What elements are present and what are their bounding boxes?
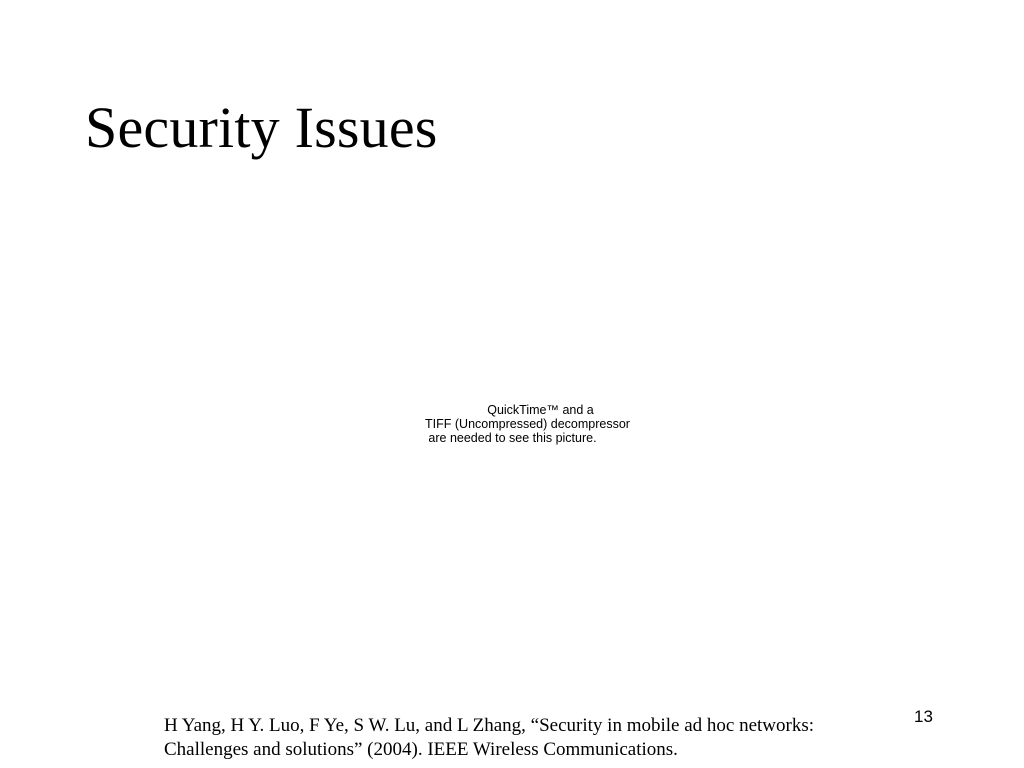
- slide-number: 13: [914, 707, 933, 726]
- slide-title: Security Issues: [85, 95, 438, 160]
- placeholder-text-line: are needed to see this picture.: [428, 431, 597, 445]
- citation-line: H Yang, H Y. Luo, F Ye, S W. Lu, and L Zhang, “Security in mobile ad hoc networks:: [164, 715, 815, 736]
- reference-citation: [164, 714, 924, 762]
- missing-picture-placeholder: [400, 403, 655, 445]
- citation-line: Challenges and solutions” (2004). IEEE Wireless Communications.: [164, 739, 678, 760]
- placeholder-text-line: TIFF (Uncompressed) decompressor: [425, 417, 630, 431]
- placeholder-text-line: QuickTime™ and a: [487, 403, 594, 417]
